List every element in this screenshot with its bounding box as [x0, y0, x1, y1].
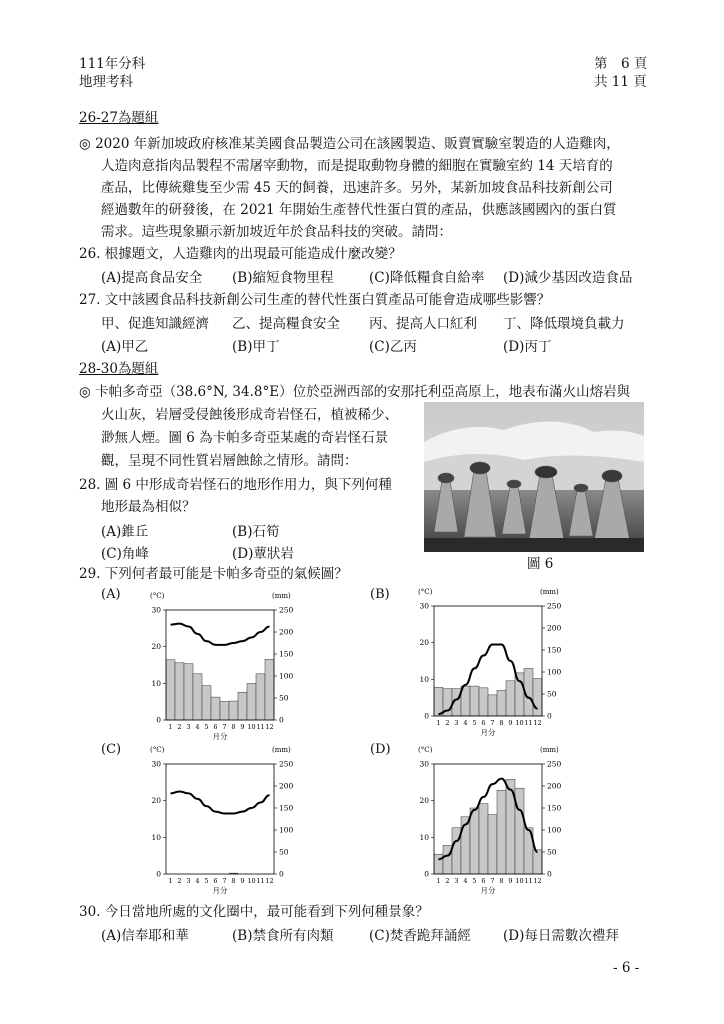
passage-line: ◎ 2020 年新加坡政府核准某美國食品製造公司在該國製造、販賣實驗室製造的人造雞肉， — [79, 136, 620, 152]
climate-chart-a — [140, 590, 300, 742]
month-tick-label: 3 — [186, 723, 191, 731]
precip-bar — [497, 690, 506, 716]
q30-option-d[interactable]: (D)每日需數次禮拜 — [503, 928, 619, 944]
right-axis-unit: (mm) — [272, 746, 291, 754]
month-tick-label: 4 — [463, 877, 468, 885]
left-tick-label: 0 — [156, 869, 161, 879]
precip-bar — [166, 660, 175, 720]
precip-bar — [470, 686, 479, 716]
precip-bar — [470, 808, 479, 874]
month-tick-label: 5 — [472, 719, 477, 727]
month-tick-label: 7 — [222, 723, 227, 731]
temperature-line — [171, 792, 270, 814]
q26-option-d[interactable]: (D)減少基因改造食品 — [503, 270, 633, 286]
q27-option-b[interactable]: (B)甲丁 — [232, 339, 280, 355]
left-tick-label: 10 — [151, 832, 161, 842]
precip-bar — [479, 688, 488, 716]
month-tick-label: 7 — [490, 719, 495, 727]
right-tick-label: 150 — [547, 645, 562, 655]
q26-option-b[interactable]: (B)縮短食物里程 — [232, 270, 334, 286]
month-tick-label: 10 — [515, 877, 524, 885]
month-tick-label: 12 — [265, 723, 274, 731]
question-26-stem: 26. 根據題文，人造雞肉的出現最可能造成什麼改變？ — [79, 246, 402, 262]
precip-bar — [184, 664, 193, 720]
month-tick-label: 7 — [490, 877, 495, 885]
q30-option-b[interactable]: (B)禁食所有肉類 — [232, 928, 334, 944]
month-tick-label: 1 — [168, 877, 173, 885]
month-tick-label: 1 — [436, 877, 441, 885]
left-tick-label: 30 — [151, 759, 161, 769]
left-tick-label: 10 — [419, 674, 429, 684]
month-tick-label: 6 — [481, 877, 486, 885]
month-tick-label: 1 — [168, 723, 173, 731]
climate-chart-d — [408, 744, 568, 896]
left-tick-label: 10 — [419, 832, 429, 842]
passage-line: 產品，比傳統雞隻至少需 45 天的飼養，迅速許多。另外，某新加坡食品科技新創公司 — [101, 180, 613, 196]
precip-bar — [479, 804, 488, 874]
month-tick-label: 4 — [195, 723, 200, 731]
right-tick-label: 0 — [279, 869, 284, 879]
question-30-stem: 30. 今日當地所處的文化圈中，最可能看到下列何種景象？ — [79, 904, 429, 920]
right-tick-label: 200 — [279, 781, 294, 791]
right-tick-label: 100 — [547, 667, 562, 677]
left-tick-label: 30 — [419, 759, 429, 769]
month-tick-label: 4 — [195, 877, 200, 885]
month-tick-label: 11 — [256, 877, 265, 885]
month-tick-label: 3 — [454, 877, 459, 885]
left-tick-label: 20 — [419, 638, 429, 648]
x-axis-label: 月分 — [212, 886, 228, 895]
right-tick-label: 50 — [547, 689, 557, 699]
precip-bar — [202, 686, 211, 720]
month-tick-label: 6 — [213, 877, 218, 885]
month-tick-label: 3 — [186, 877, 191, 885]
question-27-stem: 27. 文中該國食品科技新創公司生產的替代性蛋白質產品可能會造成哪些影響？ — [79, 292, 551, 308]
q29-option-c[interactable]: (C) — [101, 742, 122, 757]
temperature-line — [171, 624, 270, 645]
month-tick-label: 10 — [515, 719, 524, 727]
q29-option-b[interactable]: (B) — [370, 587, 390, 602]
left-tick-label: 30 — [151, 605, 161, 615]
right-axis-unit: (mm) — [540, 588, 559, 596]
right-tick-label: 50 — [547, 847, 557, 857]
precip-bar — [211, 697, 220, 720]
x-axis-label: 月分 — [480, 728, 496, 737]
right-tick-label: 250 — [279, 759, 294, 769]
exam-subject-year: 111年分科 — [79, 56, 146, 72]
left-tick-label: 10 — [151, 678, 161, 688]
precip-bar — [256, 674, 265, 720]
passage-line: ◎ 卡帕多奇亞（38.6°N, 34.8°E）位於亞洲西部的安那托利亞高原上，地表布滿火山熔岩與 — [79, 384, 631, 400]
plot-frame — [166, 764, 274, 874]
month-tick-label: 1 — [436, 719, 441, 727]
q28-option-d[interactable]: (D)蕈狀岩 — [232, 546, 294, 562]
q30-option-a[interactable]: (A)信奉耶和華 — [101, 928, 189, 944]
right-axis-unit: (mm) — [540, 746, 559, 754]
left-axis-unit: (°C) — [418, 746, 433, 754]
page-total: 共 11 頁 — [594, 74, 647, 90]
right-tick-label: 100 — [279, 825, 294, 835]
right-tick-label: 150 — [279, 803, 294, 813]
month-tick-label: 2 — [445, 877, 450, 885]
right-tick-label: 150 — [279, 649, 294, 659]
right-tick-label: 0 — [279, 715, 284, 725]
right-tick-label: 250 — [547, 601, 562, 611]
x-axis-label: 月分 — [212, 732, 228, 741]
right-tick-label: 0 — [547, 711, 552, 721]
month-tick-label: 9 — [508, 877, 513, 885]
month-tick-label: 5 — [204, 877, 209, 885]
right-tick-label: 50 — [279, 847, 289, 857]
left-tick-label: 20 — [151, 796, 161, 806]
precip-bar — [533, 679, 542, 716]
climate-chart-c — [140, 744, 300, 896]
q26-option-a[interactable]: (A)提高食品安全 — [101, 270, 203, 286]
exam-subject: 地理考科 — [79, 74, 133, 90]
q27-item-jia: 甲、促進知識經濟 — [101, 316, 209, 332]
climate-chart-b — [408, 586, 568, 738]
q27-item-bing: 丙、提高人口紅利 — [369, 316, 477, 332]
precip-bar — [193, 674, 202, 720]
figure-6-photo — [424, 402, 644, 552]
precip-bar — [434, 687, 443, 716]
left-axis-unit: (°C) — [418, 588, 433, 596]
month-tick-label: 8 — [231, 723, 236, 731]
left-tick-label: 0 — [156, 715, 161, 725]
q29-option-d[interactable]: (D) — [370, 742, 391, 757]
month-tick-label: 12 — [533, 719, 542, 727]
month-tick-label: 9 — [240, 723, 245, 731]
passage-line: 人造肉意指肉品製程不需屠宰動物，而是提取動物身體的細胞在實驗室約 14 天培育的 — [101, 158, 613, 174]
month-tick-label: 7 — [222, 877, 227, 885]
month-tick-label: 9 — [508, 719, 513, 727]
precip-bar — [247, 683, 256, 720]
right-tick-label: 100 — [279, 671, 294, 681]
q27-item-yi: 乙、提高糧食安全 — [232, 316, 340, 332]
month-tick-label: 10 — [247, 877, 256, 885]
precip-bar — [515, 788, 524, 874]
q28-option-c[interactable]: (C)角峰 — [101, 546, 149, 562]
precip-bar — [497, 790, 506, 874]
precip-bar — [533, 850, 542, 874]
group-title-28-30: 28-30為題組 — [79, 361, 159, 377]
right-tick-label: 250 — [547, 759, 562, 769]
month-tick-label: 8 — [499, 877, 504, 885]
month-tick-label: 11 — [524, 719, 533, 727]
precip-bar — [175, 663, 184, 720]
right-tick-label: 200 — [279, 627, 294, 637]
q27-option-c[interactable]: (C)乙丙 — [369, 339, 417, 355]
precip-bar — [220, 702, 229, 720]
right-tick-label: 250 — [279, 605, 294, 615]
passage-line: 火山灰，岩層受侵蝕後形成奇岩怪石，植被稀少、 — [101, 407, 398, 423]
left-tick-label: 0 — [424, 869, 429, 879]
right-tick-label: 150 — [547, 803, 562, 813]
month-tick-label: 8 — [499, 719, 504, 727]
left-tick-label: 20 — [151, 642, 161, 652]
month-tick-label: 3 — [454, 719, 459, 727]
rock-landscape-image — [424, 402, 644, 552]
left-tick-label: 20 — [419, 796, 429, 806]
q28-option-a[interactable]: (A)錐丘 — [101, 524, 149, 540]
month-tick-label: 11 — [256, 723, 265, 731]
right-tick-label: 200 — [547, 781, 562, 791]
precip-bar — [265, 659, 274, 720]
q28-option-b[interactable]: (B)石筍 — [232, 524, 280, 540]
q26-option-c[interactable]: (C)降低糧食自給率 — [369, 270, 485, 286]
right-tick-label: 50 — [279, 693, 289, 703]
left-axis-unit: (°C) — [150, 746, 165, 754]
month-tick-label: 12 — [265, 877, 274, 885]
q27-option-a[interactable]: (A)甲乙 — [101, 339, 149, 355]
month-tick-label: 11 — [524, 877, 533, 885]
month-tick-label: 5 — [204, 723, 209, 731]
passage-line: 渺無人煙。圖 6 為卡帕多奇亞某處的奇岩怪石景 — [101, 430, 389, 446]
left-tick-label: 30 — [419, 601, 429, 611]
q30-option-c[interactable]: (C)焚香跪拜誦經 — [369, 928, 471, 944]
right-tick-label: 100 — [547, 825, 562, 835]
precip-bar — [488, 695, 497, 716]
figure-6-caption: 圖 6 — [527, 556, 554, 572]
group-title-26-27: 26-27為題組 — [79, 110, 159, 126]
precip-bar — [506, 681, 515, 716]
precip-bar — [434, 854, 443, 874]
month-tick-label: 10 — [247, 723, 256, 731]
right-tick-label: 200 — [547, 623, 562, 633]
month-tick-label: 5 — [472, 877, 477, 885]
month-tick-label: 9 — [240, 877, 245, 885]
right-axis-unit: (mm) — [272, 592, 291, 600]
precip-bar — [488, 815, 497, 874]
month-tick-label: 12 — [533, 877, 542, 885]
month-tick-label: 6 — [481, 719, 486, 727]
question-28-stem: 28. 圖 6 中形成奇岩怪石的地形作用力，與下列何種 — [79, 477, 392, 493]
x-axis-label: 月分 — [480, 886, 496, 895]
month-tick-label: 2 — [177, 877, 182, 885]
month-tick-label: 8 — [231, 877, 236, 885]
q27-option-d[interactable]: (D)丙丁 — [503, 339, 552, 355]
page-number: - 6 - — [613, 960, 640, 976]
right-tick-label: 0 — [547, 869, 552, 879]
q27-item-ding: 丁、降低環境負載力 — [503, 316, 625, 332]
month-tick-label: 2 — [177, 723, 182, 731]
page-indicator: 第 6 頁 — [594, 56, 648, 72]
precip-bar — [229, 701, 238, 720]
month-tick-label: 6 — [213, 723, 218, 731]
q29-option-a[interactable]: (A) — [101, 587, 121, 602]
month-tick-label: 2 — [445, 719, 450, 727]
left-tick-label: 0 — [424, 711, 429, 721]
passage-line: 需求。這些現象顯示新加坡近年於食品科技的突破。請問： — [101, 224, 452, 240]
precip-bar — [238, 692, 247, 720]
left-axis-unit: (°C) — [150, 592, 165, 600]
passage-line: 觀，呈現不同性質岩層蝕餘之情形。請問： — [101, 453, 358, 469]
passage-line: 經過數年的研發後，在 2021 年開始生產替代性蛋白質的產品，供應該國國內的蛋白質 — [101, 202, 617, 218]
question-28-stem-cont: 地形最為相似？ — [101, 499, 196, 515]
question-29-stem: 29. 下列何者最可能是卡帕多奇亞的氣候圖？ — [79, 566, 348, 582]
month-tick-label: 4 — [463, 719, 468, 727]
